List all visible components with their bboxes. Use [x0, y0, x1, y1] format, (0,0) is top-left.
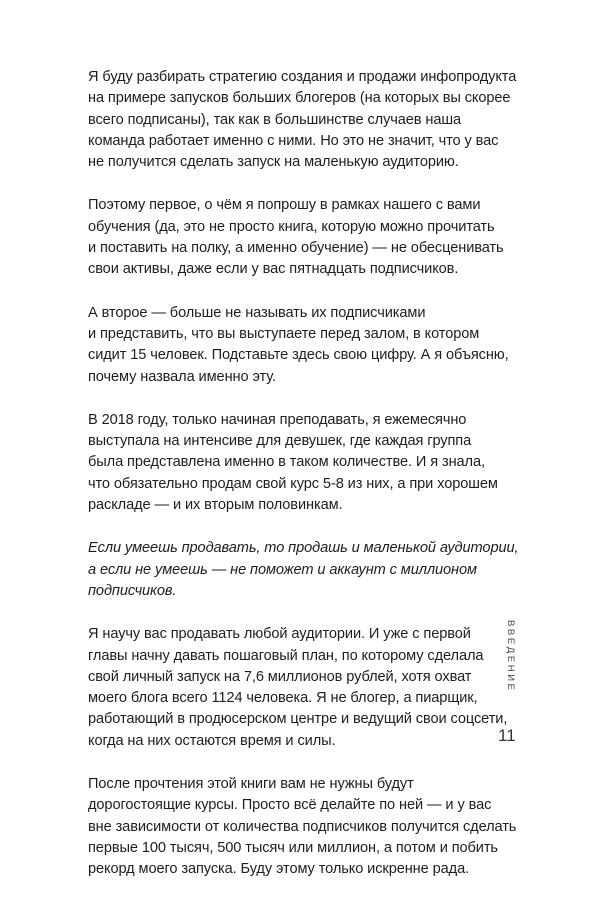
- text-line: А второе — больше не называть их подписчиками: [88, 304, 426, 321]
- text-line: не получится сделать запуск на маленькую аудиторию.: [88, 154, 459, 171]
- text-line: вне зависимости от количества подписчиков получится сделать: [88, 818, 517, 835]
- text-line: когда на них остаются время и силы.: [88, 732, 336, 749]
- text-line: что обязательно продам свой курс 5-8 из них, а при хорошем: [88, 475, 498, 492]
- text-line: Если умеешь продавать, то продашь и маленькой аудитории,: [88, 540, 519, 557]
- text-line: рекорд моего запуска. Буду этому только искренне рада.: [88, 861, 470, 878]
- text-line: а если не умеешь — не поможет и аккаунт с миллионом: [88, 561, 477, 578]
- paragraph-7: [88, 774, 518, 880]
- text-line: на примере запусков больших блогеров (на которых вы скорее: [88, 90, 511, 107]
- text-line: моего блога всего 1124 человека. Я не блогер, а пиарщик,: [88, 690, 478, 707]
- text-line: первые 100 тысяч, 500 тысяч или миллион, а потом и побить: [88, 839, 498, 856]
- text-line: Я буду разбирать стратегию создания и продажи инфопродукта: [88, 69, 517, 85]
- text-line: почему назвала именно эту.: [88, 368, 276, 385]
- chapter-sidebar-label: ВВЕДЕНИЕ: [505, 620, 516, 693]
- paragraph-4: [88, 410, 518, 516]
- text-line: свой личный запуск на 7,6 миллионов рублей, хотя охват: [88, 668, 472, 685]
- text-line: раскладе — и их вторым половинкам.: [88, 497, 343, 514]
- text-line: Я научу вас продавать любой аудитории. И уже с первой: [88, 626, 471, 643]
- text-line: и представить, что вы выступаете перед залом, в котором: [88, 325, 480, 342]
- text-line: Поэтому первое, о чём я попрошу в рамках нашего с вами: [88, 197, 481, 214]
- text-line: свои активы, даже если у вас пятнадцать подписчиков.: [88, 261, 459, 278]
- text-line: сидит 15 человек. Подставьте здесь свою цифру. А я объясню,: [88, 347, 509, 364]
- paragraph-3: [88, 303, 518, 388]
- text-line: работающий в продюсерском центре и ведущий свои соцсети,: [88, 711, 508, 728]
- text-line: В 2018 году, только начиная преподавать, я ежемесячно: [88, 411, 467, 428]
- text-line: и поставить на полку, а именно обучение) — не обесценивать: [88, 240, 504, 257]
- page-number: 11: [498, 726, 516, 745]
- paragraph-2: [88, 195, 518, 280]
- text-line: дорогостоящие курсы. Просто всё делайте по ней — и у вас: [88, 797, 492, 814]
- text-line: была представлена именно в таком количестве. И я знала,: [88, 454, 485, 471]
- text-line: команда работает именно с ними. Но это не значит, что у вас: [88, 132, 499, 149]
- paragraph-1: [88, 67, 518, 173]
- text-line: После прочтения этой книги вам не нужны будут: [88, 776, 414, 793]
- body-text: [88, 67, 518, 903]
- text-line: выступала на интенсиве для девушек, где каждая группа: [88, 433, 472, 450]
- text-line: всего подписаны), так как в большинстве случаев наша: [88, 111, 462, 128]
- text-line: обучения (да, это не просто книга, которую можно прочитать: [88, 218, 495, 235]
- paragraph-6: [88, 624, 518, 752]
- text-line: подписчиков.: [88, 582, 177, 599]
- italic-quote-paragraph: [88, 538, 518, 602]
- text-line: главы начну давать пошаговый план, по которому сделала: [88, 647, 484, 664]
